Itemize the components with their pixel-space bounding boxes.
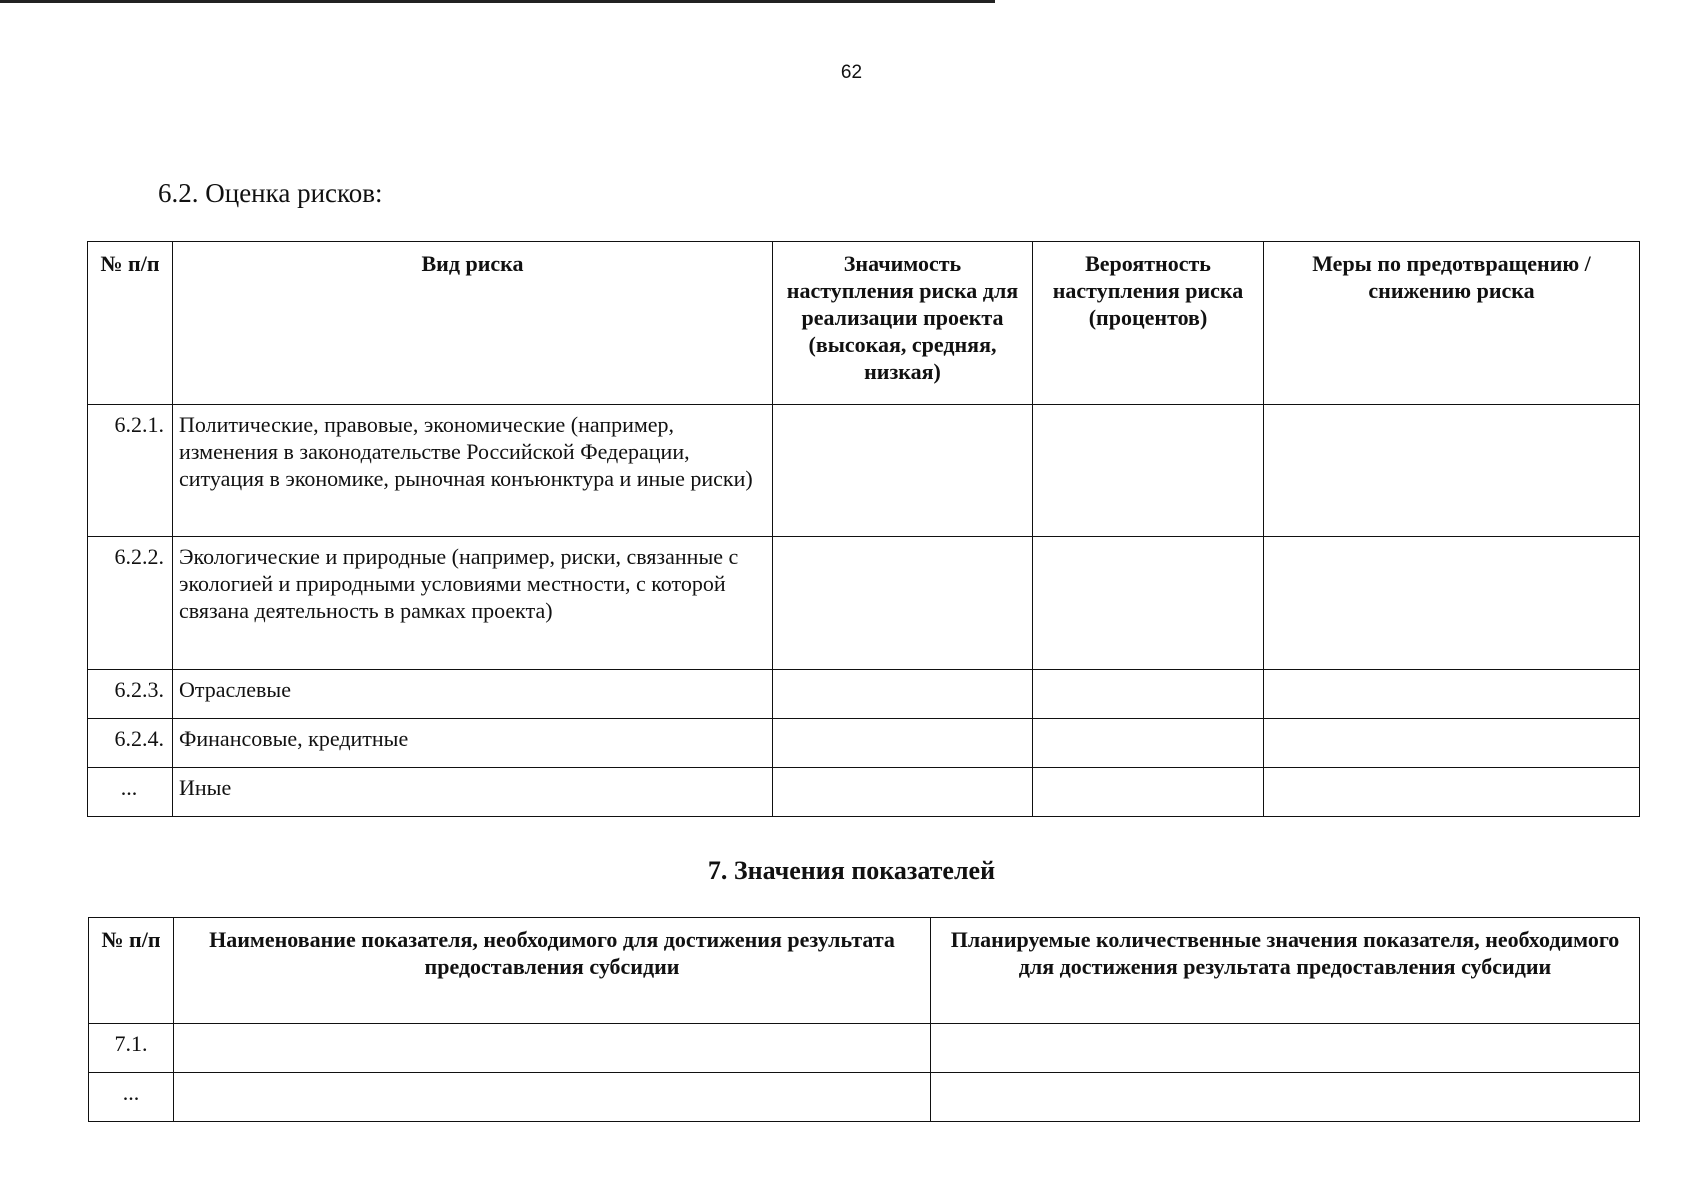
risk-type-cell: Политические, правовые, экономические (например, изменения в законодательстве Российской Федерации, ситуация в экономике, рыночная конъюнктура и иные риски) [173,405,773,537]
risk-type-cell: Экологические и природные (например, риски, связанные с экологией и природными условиями местности, с которой связана деятельность в рамках проекта) [173,537,773,670]
measures-cell[interactable] [1264,537,1640,670]
significance-cell[interactable] [773,719,1033,768]
row-num: 7.1. [89,1024,174,1073]
table-row [88,719,1640,768]
measures-cell[interactable] [1264,768,1640,817]
risk-type-cell: Финансовые, кредитные [173,719,773,768]
measures-cell[interactable] [1264,670,1640,719]
header-risk-type: Вид риска [173,242,773,405]
risk-type-cell: Отраслевые [173,670,773,719]
probability-cell[interactable] [1033,768,1264,817]
table-row [88,405,1640,537]
header-num: № п/п [89,918,174,1024]
planned-value-cell[interactable] [931,1073,1640,1122]
header-num: № п/п [88,242,173,405]
table-row [89,1024,1640,1073]
header-indicator-name: Наименование показателя, необходимого для достижения результата предоставления субсидии [174,918,931,1024]
probability-cell[interactable] [1033,670,1264,719]
indicators-table [88,917,1640,1122]
significance-cell[interactable] [773,768,1033,817]
header-significance: Значимость наступления риска для реализации проекта (высокая, средняя, низкая) [773,242,1033,405]
row-num: ... [89,1073,174,1122]
probability-cell[interactable] [1033,405,1264,537]
header-measures: Меры по предотвращению / снижению риска [1264,242,1640,405]
table-row [88,670,1640,719]
measures-cell[interactable] [1264,719,1640,768]
row-num: 6.2.4. [88,719,173,768]
table-row [89,1073,1640,1122]
section-7-heading: 7. Значения показателей [707,856,996,885]
row-num: ... [88,768,173,817]
significance-cell[interactable] [773,537,1033,670]
top-rule [0,0,995,3]
probability-cell[interactable] [1033,537,1264,670]
indicators-header-row [89,918,1640,1024]
page-number: 62 [840,62,863,83]
risk-type-cell: Иные [173,768,773,817]
table-row [88,537,1640,670]
significance-cell[interactable] [773,405,1033,537]
header-planned-values: Планируемые количественные значения показателя, необходимого для достижения результата предоставления субсидии [931,918,1640,1024]
header-probability: Вероятность наступления риска (процентов) [1033,242,1264,405]
table-row [88,768,1640,817]
significance-cell[interactable] [773,670,1033,719]
indicator-name-cell[interactable] [174,1024,931,1073]
row-num: 6.2.1. [88,405,173,537]
planned-value-cell[interactable] [931,1024,1640,1073]
measures-cell[interactable] [1264,405,1640,537]
risk-assessment-table [87,241,1640,817]
indicator-name-cell[interactable] [174,1073,931,1122]
row-num: 6.2.2. [88,537,173,670]
section-6-2-title: 6.2. Оценка рисков: [158,178,383,208]
risk-table-header-row [88,242,1640,405]
row-num: 6.2.3. [88,670,173,719]
probability-cell[interactable] [1033,719,1264,768]
